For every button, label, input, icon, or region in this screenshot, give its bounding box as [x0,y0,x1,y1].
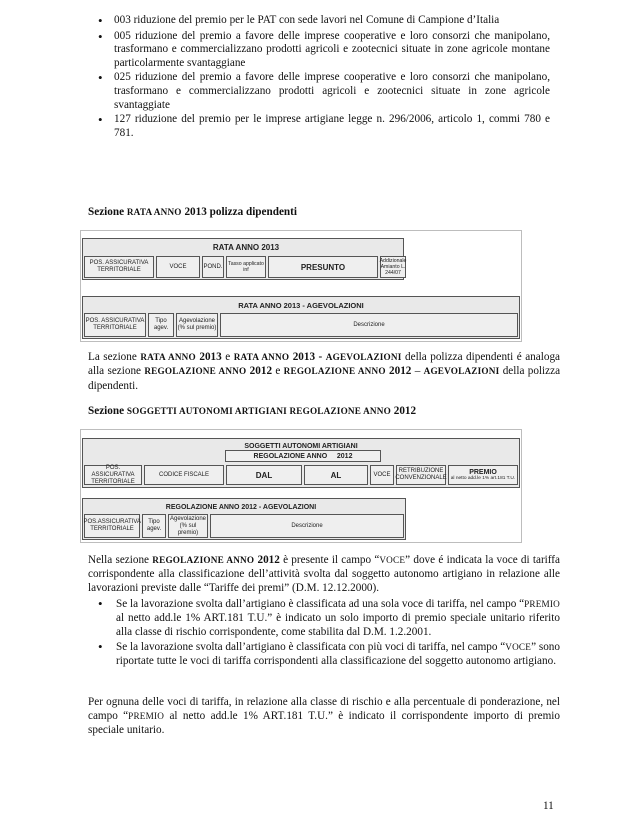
agev-descrizione-header: Descrizione [220,313,518,337]
list-item: • Se la lavorazione svolta dall’artigiano è classificata ad una sola voce di tariffa, nel campo “PREMIO al netto add.le 1% ART.181 T.U.” è indicato un solo importo di premio speciale unitario riferito alla classe di rischio corrispondente, come stabilita dal D.M. 1.2.2001. [88,597,560,640]
codice-fiscale-header: CODICE FISCALE [144,465,224,485]
dal-header: DAL [226,465,302,485]
list-item: • 127 riduzione del premio per le imprese artigiane legge n. 296/2006, articolo 1, commi 780 e 781. [88,113,550,140]
rata-anno-form [80,230,522,342]
agev-percentuale-header: Agevolazione (% sul premio) [168,514,208,538]
tasso-header: Tasso applicato inf [226,256,266,278]
rata-anno-description: La sezione RATA ANNO 2013 e RATA ANNO 2013 - AGEVOLAZIONI della polizza dipendenti é analoga alla sezione REGOLAZIONE ANNO 2012 e REGOLAZIONE ANNO 2012 – AGEVOLAZIONI della polizza dipendenti. [88,351,561,392]
voce-header: VOCE [156,256,200,278]
rata-anno-agev-title: RATA ANNO 2013 - AGEVOLAZIONI [238,301,364,310]
lavorazione-cases-list [88,597,560,668]
list-item: • Se la lavorazione svolta dall’artigiano è classificata con più voci di tariffa, nel campo “VOCE” sono riportate tutte le voci di tariffa corrispondenti alla classificazione del soggetto autonomo artigiano. [88,640,560,668]
agev-pos-assicurativa-header: POS. ASSICURATIVA TERRITORIALE [84,313,146,337]
agev-descrizione-header: Descrizione [210,514,404,538]
rata-anno-title: RATA ANNO 2013 [212,243,280,252]
soggetti-autonomi-form [80,429,522,543]
pond-header: POND. [202,256,224,278]
voce-header: VOCE [370,465,394,485]
presunto-header: PRESUNTO [268,256,378,278]
section-heading-soggetti-autonomi: Sezione SOGGETTI AUTONOMI ARTIGIANI REGOLAZIONE ANNO 2012 [88,405,417,417]
regolazione-anno-subtitle: REGOLAZIONE ANNO 2012 [225,450,381,462]
pos-assicurativa-header: POS. ASSICURATIVA TERRITORIALE [84,465,142,485]
al-header: AL [304,465,368,485]
list-item: • 003 riduzione del premio per le PAT con sede lavori nel Comune di Campione d’Italia [88,14,550,28]
premio-label: PREMIO [469,468,497,476]
premio-description: Per ognuna delle voci di tariffa, in relazione alla classe di rischio e alla percentuale di ponderazione, nel campo “PREMIO al netto add.le 1% ART.181 T.U.” è indicato il corrispondente importo di premio speciale unitario. [88,696,560,737]
list-item: • 005 riduzione del premio a favore delle imprese cooperative e loro consorzi che manipolano, trasformano e commercializzano prodotti agricoli e zootecnici situate in zone agricole montane particolarmente svantaggiane [88,30,550,71]
pos-assicurativa-header: POS. ASSICURATIVA TERRITORIALE [84,256,154,278]
regolazione-agev-title: REGOLAZIONE ANNO 2012 - AGEVOLAZIONI [165,504,317,511]
premio-header [448,465,518,485]
soggetti-autonomi-title: SOGGETTI AUTONOMI ARTIGIANI [244,443,358,450]
addizionale-amianto-header: Addizionale Amianto L. 244/07 [379,258,407,276]
agev-tipo-header: Tipo agev. [142,514,166,538]
page-number: 11 [543,800,554,812]
regolazione-description: Nella sezione REGOLAZIONE ANNO 2012 è presente il campo “VOCE” dove é indicata la voce di tariffa corrispondente alla classificazione dell’attività svolta dal soggetto autonomo artigiano in relazione alle lavorazioni previste dalle “Tariffe dei premi” (D.M. 12.12.2000). [88,554,561,595]
retribuzione-convenzionale-header: RETRIBUZIONE CONVENZIONALE [396,465,446,485]
section-heading-rata-anno: Sezione RATA ANNO 2013 polizza dipendenti [88,206,297,218]
agev-percentuale-header: Agevolazione (% sul premio) [176,313,218,337]
list-item: • 025 riduzione del premio a favore delle imprese cooperative e loro consorzi che manipolano, trasformano e commercializzano prodotti agricoli e zootecnici situate in zone agricole svantaggiate [88,71,550,112]
agevolazioni-list [88,14,550,140]
premio-note: al netto add.le 1% art.181 T.U. [450,475,516,481]
agev-tipo-header: Tipo agev. [148,313,174,337]
agev-pos-assicurativa-header: POS.ASSICURATIVA TERRITORIALE [84,514,140,538]
